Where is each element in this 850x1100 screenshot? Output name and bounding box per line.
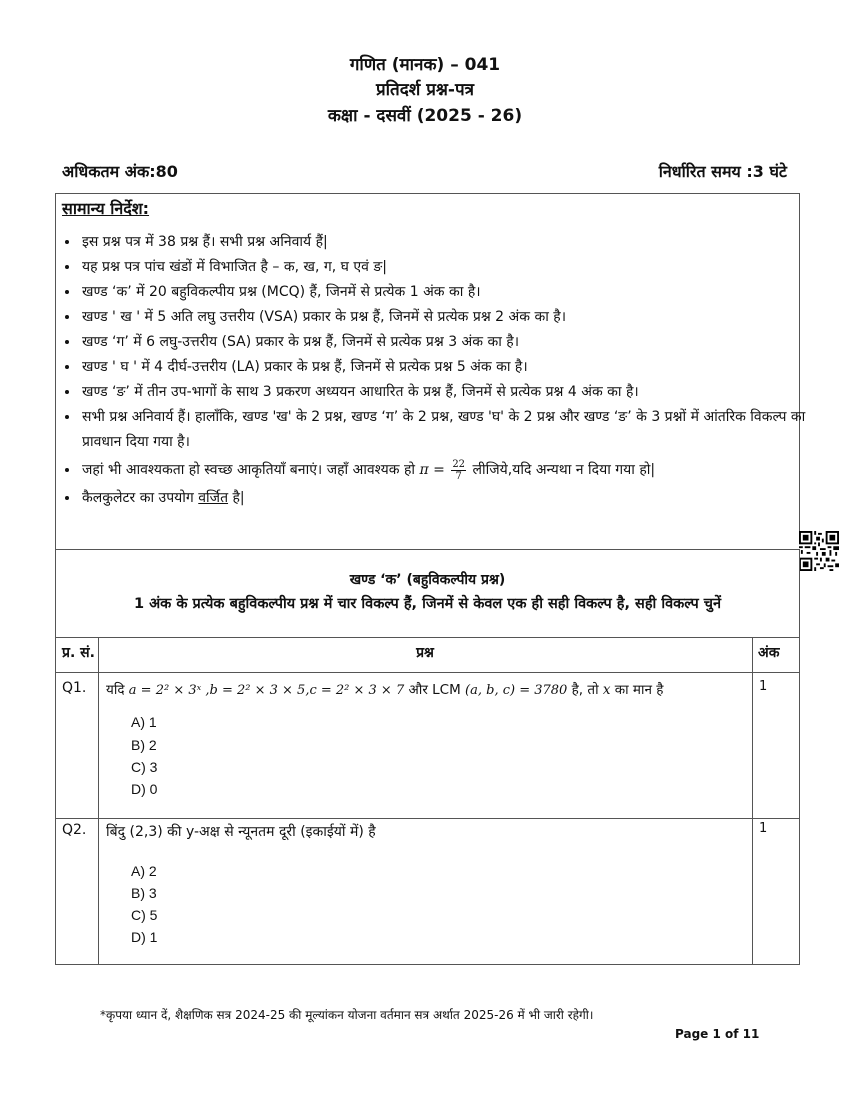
instruction-item: • खण्ड ‘ग’ में 6 लघु-उत्तरीय (SA) प्रकार के प्रश्न हैं, जिनमें से प्रत्येक प्रश्न 3 अंक का है। [80, 330, 816, 355]
max-marks: अधिकतम अंक:80 [62, 162, 178, 181]
instruction-item: • इस प्रश्न पत्र में 38 प्रश्न हैं। सभी प्रश्न अनिवार्य हैं| [80, 230, 816, 255]
time-allowed: निर्धारित समय :3 घंटे [658, 162, 787, 181]
instruction-item: • खण्ड ' ख ' में 5 अति लघु उत्तरीय (VSA) प्रकार के प्रश्न हैं, जिनमें से प्रत्येक प्रश्न 2 अंक का है। [80, 305, 816, 330]
question-text: बिंदु (2,3) की y-अक्ष से न्यूनतम दूरी (इकाईयों में) है [106, 824, 376, 840]
question-marks: 1 [759, 679, 768, 694]
question-text-suffix: का मान है [610, 682, 664, 698]
calc-text-before: कैलकुलेटर का उपयोग [82, 490, 199, 506]
option: B) 2 [131, 737, 157, 753]
column-header-question: प्रश्न [416, 645, 434, 661]
instructions-list [62, 230, 816, 511]
column-header-marks: अंक [758, 645, 780, 661]
question-text [106, 680, 663, 698]
instructions-heading: सामान्य निर्देश: [62, 199, 150, 218]
question-number: Q1. [62, 680, 87, 696]
section-title: खण्ड ‘क’ (बहुविकल्पीय प्रश्न) [349, 572, 506, 588]
question-math-3: x [602, 682, 611, 698]
option: D) 1 [131, 929, 158, 945]
option: A) 1 [131, 714, 157, 730]
instruction-item: • खण्ड ‘क’ में 20 बहुविकल्पीय प्रश्न (MCQ) हैं, जिनमें से प्रत्येक 1 अंक का है। [80, 280, 816, 305]
pi-fraction [451, 459, 466, 482]
question-math-2: (a, b, c) = 3780 [465, 683, 568, 698]
class-title: कक्षा - दसवीं (2025 - 26) [327, 106, 523, 126]
calc-text-after: है| [228, 490, 245, 506]
instruction-item: • यह प्रश्न पत्र पांच खंडों में विभाजित है – क, ख, ग, घ एवं ङ| [80, 255, 816, 280]
column-header-number: प्र. सं. [62, 645, 95, 661]
question-number: Q2. [62, 822, 87, 838]
calc-underlined: वर्जित [198, 490, 229, 506]
option: D) 0 [131, 781, 158, 797]
page-number: Page 1 of 11 [675, 1027, 760, 1041]
question-text-mid-2: है, तो [567, 682, 603, 698]
question-text-mid: और LCM [404, 682, 466, 698]
question-text-prefix: यदि [106, 682, 125, 698]
pi-denominator: 7 [455, 470, 462, 482]
section-subtitle: 1 अंक के प्रत्येक बहुविकल्पीय प्रश्न में चार विकल्प हैं, जिनमें से केवल एक ही सही विकल्प है, सही विकल्प चुनें [133, 596, 722, 612]
instruction-item: • खण्ड ' घ ' में 4 दीर्घ-उत्तरीय (LA) प्रकार के प्रश्न हैं, जिनमें से प्रत्येक प्रश्न 5 अंक का है। [80, 355, 816, 380]
option: B) 3 [131, 885, 157, 901]
option: A) 2 [131, 863, 157, 879]
question-marks: 1 [759, 821, 768, 836]
qr-code-icon [799, 531, 839, 571]
instruction-item-calculator [80, 486, 816, 511]
pi-symbol: π [419, 462, 429, 478]
pi-equals: = [433, 462, 445, 478]
paper-type: प्रतिदर्श प्रश्न-पत्र [375, 80, 475, 100]
instruction-item: • खण्ड ‘ङ’ में तीन उप-भागों के साथ 3 प्रकरण अध्ययन आधारित के प्रश्न हैं, जिनमें से प्रत्येक प्रश्न 4 अंक का है। [80, 380, 816, 405]
instruction-item-pi [80, 458, 816, 483]
option: C) 5 [131, 907, 158, 923]
subject-title: गणित (मानक) – 041 [349, 55, 501, 75]
pi-numerator: 22 [452, 458, 466, 470]
pi-text-before: जहां भी आवश्यकता हो स्वच्छ आकृतियाँ बनाएं। जहाँ आवश्यक हो [82, 462, 420, 478]
footer-note: *कृपया ध्यान दें, शैक्षणिक सत्र 2024-25 की मूल्यांकन योजना वर्तमान सत्र अर्थात 2025-26 में भी जारी रहेगी। [100, 1008, 594, 1022]
pi-text-after: लीजिये,यदि अन्यथा न दिया गया हो| [468, 462, 656, 478]
question-math: a = 2² × 3ˣ ,b = 2² × 3 × 5,c = 2² × 3 × 7 [128, 683, 405, 698]
instruction-item: • सभी प्रश्न अनिवार्य हैं। हालाँकि, खण्ड 'ख' के 2 प्रश्न, खण्ड ‘ग’ के 2 प्रश्न, खण्ड 'घ' के 2 प्रश्न और खण्ड ‘ङ’ के 3 प्रश्नों में आंतरिक विकल्प का प्रावधान दिया गया है। [80, 405, 816, 455]
option: C) 3 [131, 759, 158, 775]
